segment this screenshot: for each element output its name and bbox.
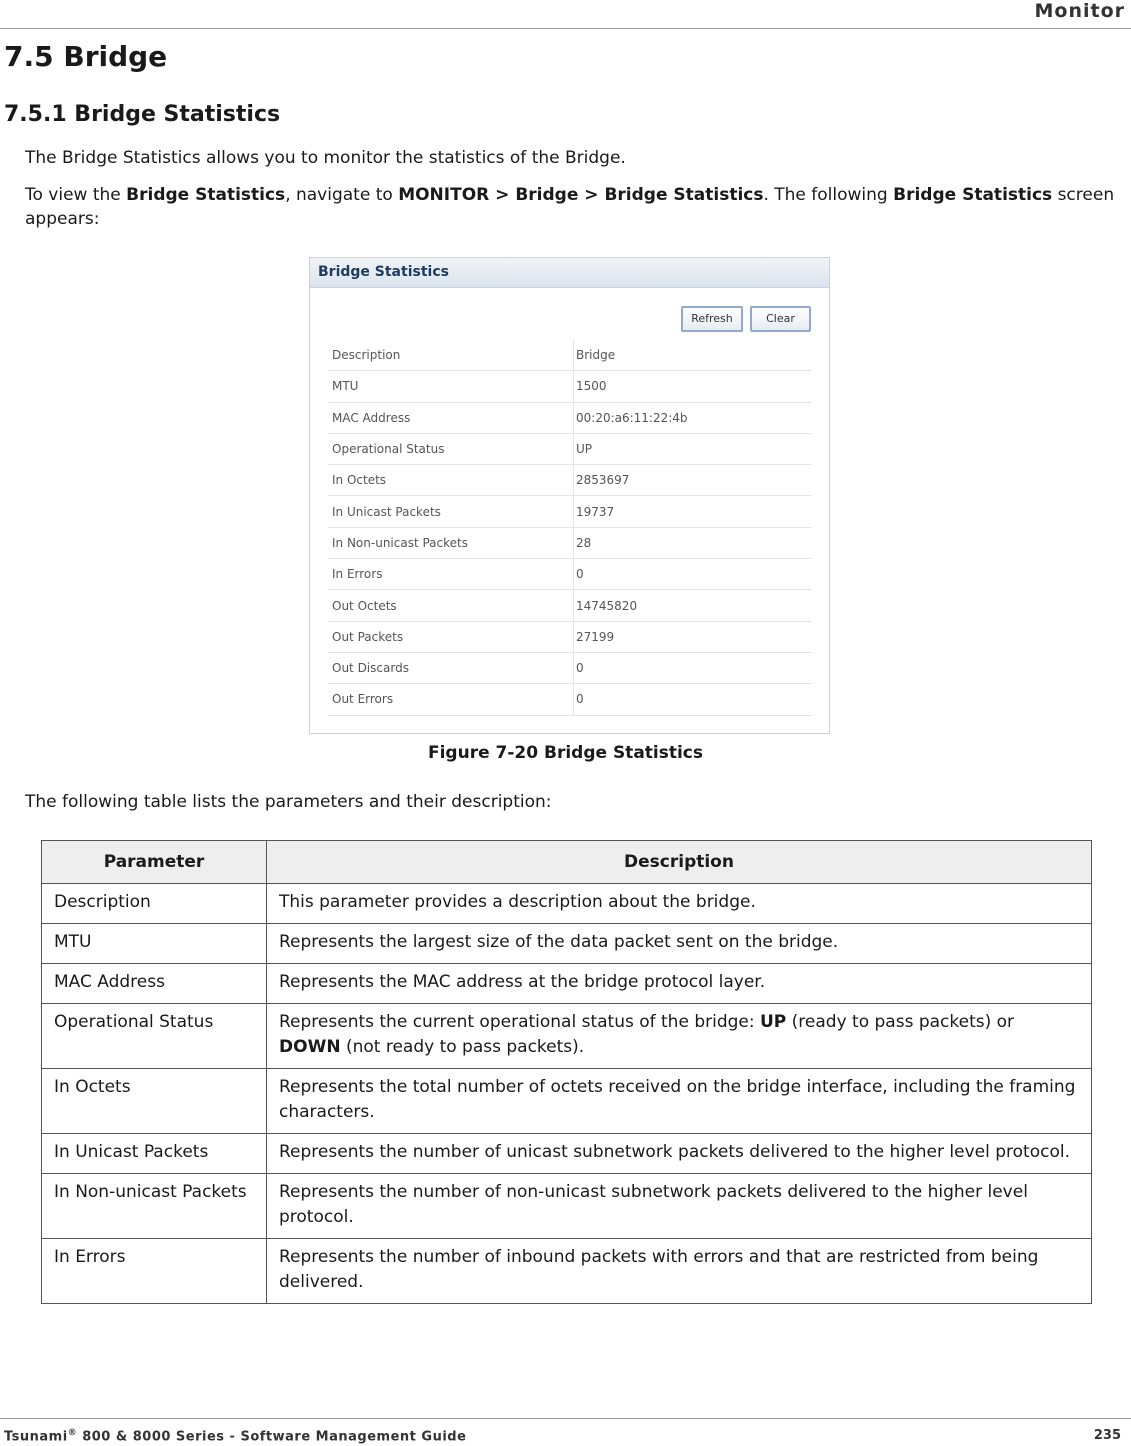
stat-row (328, 559, 811, 590)
panel-title: Bridge Statistics (310, 258, 829, 288)
subsection-heading: 7.5.1 Bridge Statistics (4, 102, 281, 127)
stat-value: 1500 (573, 371, 811, 401)
desc-cell: This parameter provides a description about the bridge. (267, 884, 1092, 924)
stat-value: 28 (573, 528, 811, 558)
running-header-title: Monitor (1034, 0, 1125, 22)
param-cell: MTU (42, 924, 267, 964)
parameter-table (41, 840, 1092, 1304)
stat-row (328, 684, 811, 715)
table-intro: The following table lists the parameters and their description: (25, 792, 552, 812)
stat-row (328, 496, 811, 527)
stat-value: UP (573, 434, 811, 464)
stat-value: 0 (573, 684, 811, 714)
stat-label: MAC Address (332, 410, 411, 425)
table-row (42, 924, 1092, 964)
bridge-statistics-screenshot (309, 257, 830, 734)
stat-value: 0 (573, 559, 811, 589)
footer-title: Tsunami® 800 & 8000 Series - Software Management Guide (4, 1428, 467, 1445)
header-rule (0, 28, 1131, 29)
column-header-parameter: Parameter (42, 841, 267, 884)
param-cell: In Errors (42, 1239, 267, 1304)
stat-label: In Non-unicast Packets (332, 535, 468, 550)
page-number: 235 (1093, 1428, 1121, 1443)
table-row (42, 1239, 1092, 1304)
table-row (42, 1004, 1092, 1069)
param-cell: In Octets (42, 1069, 267, 1134)
stat-value: 19737 (573, 496, 811, 526)
param-cell: In Non-unicast Packets (42, 1174, 267, 1239)
table-row (42, 1174, 1092, 1239)
stat-row (328, 528, 811, 559)
desc-cell: Represents the current operational status of the bridge: UP (ready to pass packets) or DOWN (not ready to pass packets). (267, 1004, 1092, 1069)
stat-label: Out Discards (332, 661, 409, 676)
stat-row (328, 340, 811, 371)
desc-cell: Represents the number of inbound packets with errors and that are restricted from being delivered. (267, 1239, 1092, 1304)
column-header-description: Description (267, 841, 1092, 884)
param-cell: In Unicast Packets (42, 1134, 267, 1174)
table-row (42, 1134, 1092, 1174)
navigation-paragraph: To view the Bridge Statistics, navigate to MONITOR > Bridge > Bridge Statistics. The following Bridge Statistics screen appears: (25, 185, 1115, 229)
stat-row (328, 403, 811, 434)
param-cell: MAC Address (42, 964, 267, 1004)
stat-value: 00:20:a6:11:22:4b (573, 403, 811, 433)
table-row (42, 884, 1092, 924)
stat-row (328, 371, 811, 402)
stat-label: Operational Status (332, 442, 445, 457)
stat-row (328, 465, 811, 496)
stat-value: 27199 (573, 622, 811, 652)
desc-cell: Represents the largest size of the data packet sent on the bridge. (267, 924, 1092, 964)
stat-value: 2853697 (573, 465, 811, 495)
refresh-button[interactable]: Refresh (681, 306, 743, 332)
stat-label: In Unicast Packets (332, 504, 441, 519)
section-heading: 7.5 Bridge (4, 40, 168, 73)
stat-label: Out Octets (332, 598, 397, 613)
stat-label: Out Packets (332, 629, 404, 644)
clear-button[interactable]: Clear (750, 306, 811, 332)
statistics-list (328, 340, 811, 716)
desc-cell: Represents the total number of octets received on the bridge interface, including the framing characters. (267, 1069, 1092, 1134)
stat-value: 14745820 (573, 590, 811, 620)
intro-paragraph: The Bridge Statistics allows you to monitor the statistics of the Bridge. (25, 148, 626, 168)
stat-label: In Octets (332, 473, 387, 488)
desc-cell: Represents the number of unicast subnetwork packets delivered to the higher level protocol. (267, 1134, 1092, 1174)
table-header-row (42, 841, 1092, 884)
footer-rule (0, 1418, 1131, 1419)
stat-label: MTU (332, 379, 359, 394)
param-cell: Operational Status (42, 1004, 267, 1069)
stat-value: Bridge (573, 340, 811, 370)
stat-label: In Errors (332, 567, 383, 582)
stat-label: Out Errors (332, 692, 394, 707)
stat-row (328, 653, 811, 684)
stat-row (328, 622, 811, 653)
desc-cell: Represents the number of non-unicast subnetwork packets delivered to the higher level protocol. (267, 1174, 1092, 1239)
table-row (42, 1069, 1092, 1134)
param-cell: Description (42, 884, 267, 924)
stat-row (328, 590, 811, 621)
stat-value: 0 (573, 653, 811, 683)
figure-caption: Figure 7-20 Bridge Statistics (427, 743, 704, 763)
table-row (42, 964, 1092, 1004)
desc-cell: Represents the MAC address at the bridge protocol layer. (267, 964, 1092, 1004)
stat-row (328, 434, 811, 465)
stat-label: Description (332, 348, 401, 363)
